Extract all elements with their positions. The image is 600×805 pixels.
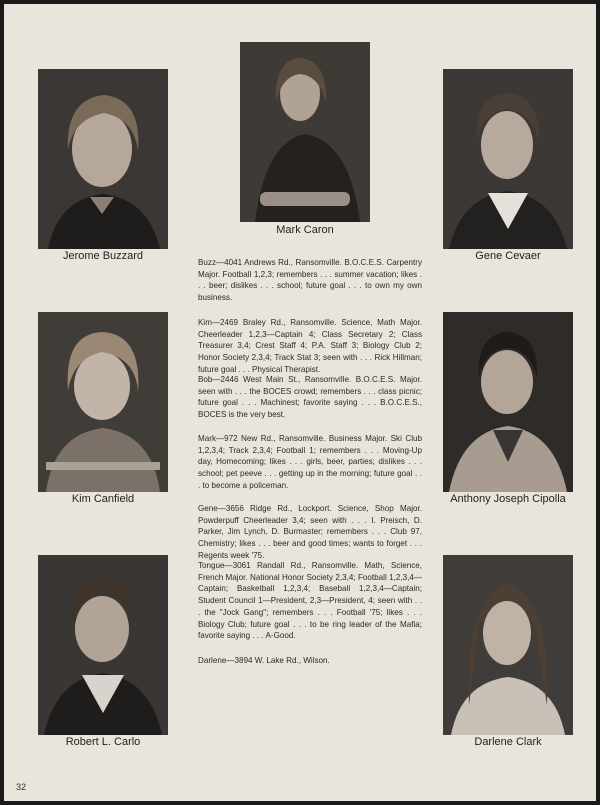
student-photo [443,69,573,249]
student-bio: Mark—972 New Rd., Ransomville. Business Major. Ski Club 1,2,3,4; Track 2,3,4; Football 1; remembers . . . Moving-Up day, Homecoming; likes . . . girls, beer, parties; dislikes . . . school; pet peeve . . . getting up in the morning; future goal . . . to become a policeman. [198,434,422,490]
student-name: Mark Caron [276,224,334,236]
student-photo [443,555,573,735]
student-name: Darlene Clark [474,736,542,748]
yearbook-page [4,4,596,801]
student-name: Gene Cevaer [475,250,541,262]
student-photo [38,69,168,249]
student-name: Robert L. Carlo [65,736,141,748]
student-photo [443,312,573,492]
student-bio: Buzz—4041 Andrews Rd., Ransomville. B.O.C.E.S. Carpentry Major. Football 1,2,3; remembers . . . summer vacation; likes . . . beer; dislikes . . . school; future goal . . . to own my own business. [198,258,422,303]
student-bio: Tongue—3061 Randall Rd., Ransomville. Math, Science, French Major. National Honor Society 2,3,4; Football 1,2,3,4—Captain; Basketball 1,2,3,4; Baseball 1,2,3,4—Captain; Student Council 1—President, 2,3—President, 4; seen with . . . the "Jock Gang"; remembers . . . Football '75; likes . . . Biology Club; future goal . . . to be ring leader of the Mafia; favorite saying . . . A-Good. [198,561,422,641]
student-photo [240,42,370,222]
student-bio: Gene—3656 Ridge Rd., Lockport. Science, Shop Major. Powderpuff Cheerleader 3,4; seen with . . . I. Preisch, D. Parker, Jim Lynch, D. Burmaster; remembers . . . Club 97, Chemistry; likes . . . beer and good times; wants to forget . . . Regents week '75. [198,504,422,560]
page-number: 32 [16,782,27,792]
student-name: Jerome Buzzard [62,250,144,262]
student-bio: Darlene—3894 W. Lake Rd., Wilson. [198,656,330,665]
student-bio: Bob—2446 West Main St., Ransomville. B.O.C.E.S. Major. seen with . . . the BOCES crowd; remembers . . . class picnic; future goal . . . Machinest; favorite saying . . . B.O.C.E.S., BOCES is the very best. [198,375,422,420]
student-name: Kim Canfield [71,493,135,505]
student-name: Anthony Joseph Cipolla [450,493,566,505]
student-photo [38,312,168,492]
student-bio: Kim—2469 Braley Rd., Ransomville. Science, Math Major. Cheerleader 1,2,3—Captain 4; Class Secretary 2; Class Treasurer 3,4; Crest Staff 4; P.A. Staff 3; Biology Club 2; Honor Society 2,3,4; Track Stat 3; seen with . . . Rick Hillman; future goal . . . Physical Therapist. [198,318,422,374]
student-photo [38,555,168,735]
